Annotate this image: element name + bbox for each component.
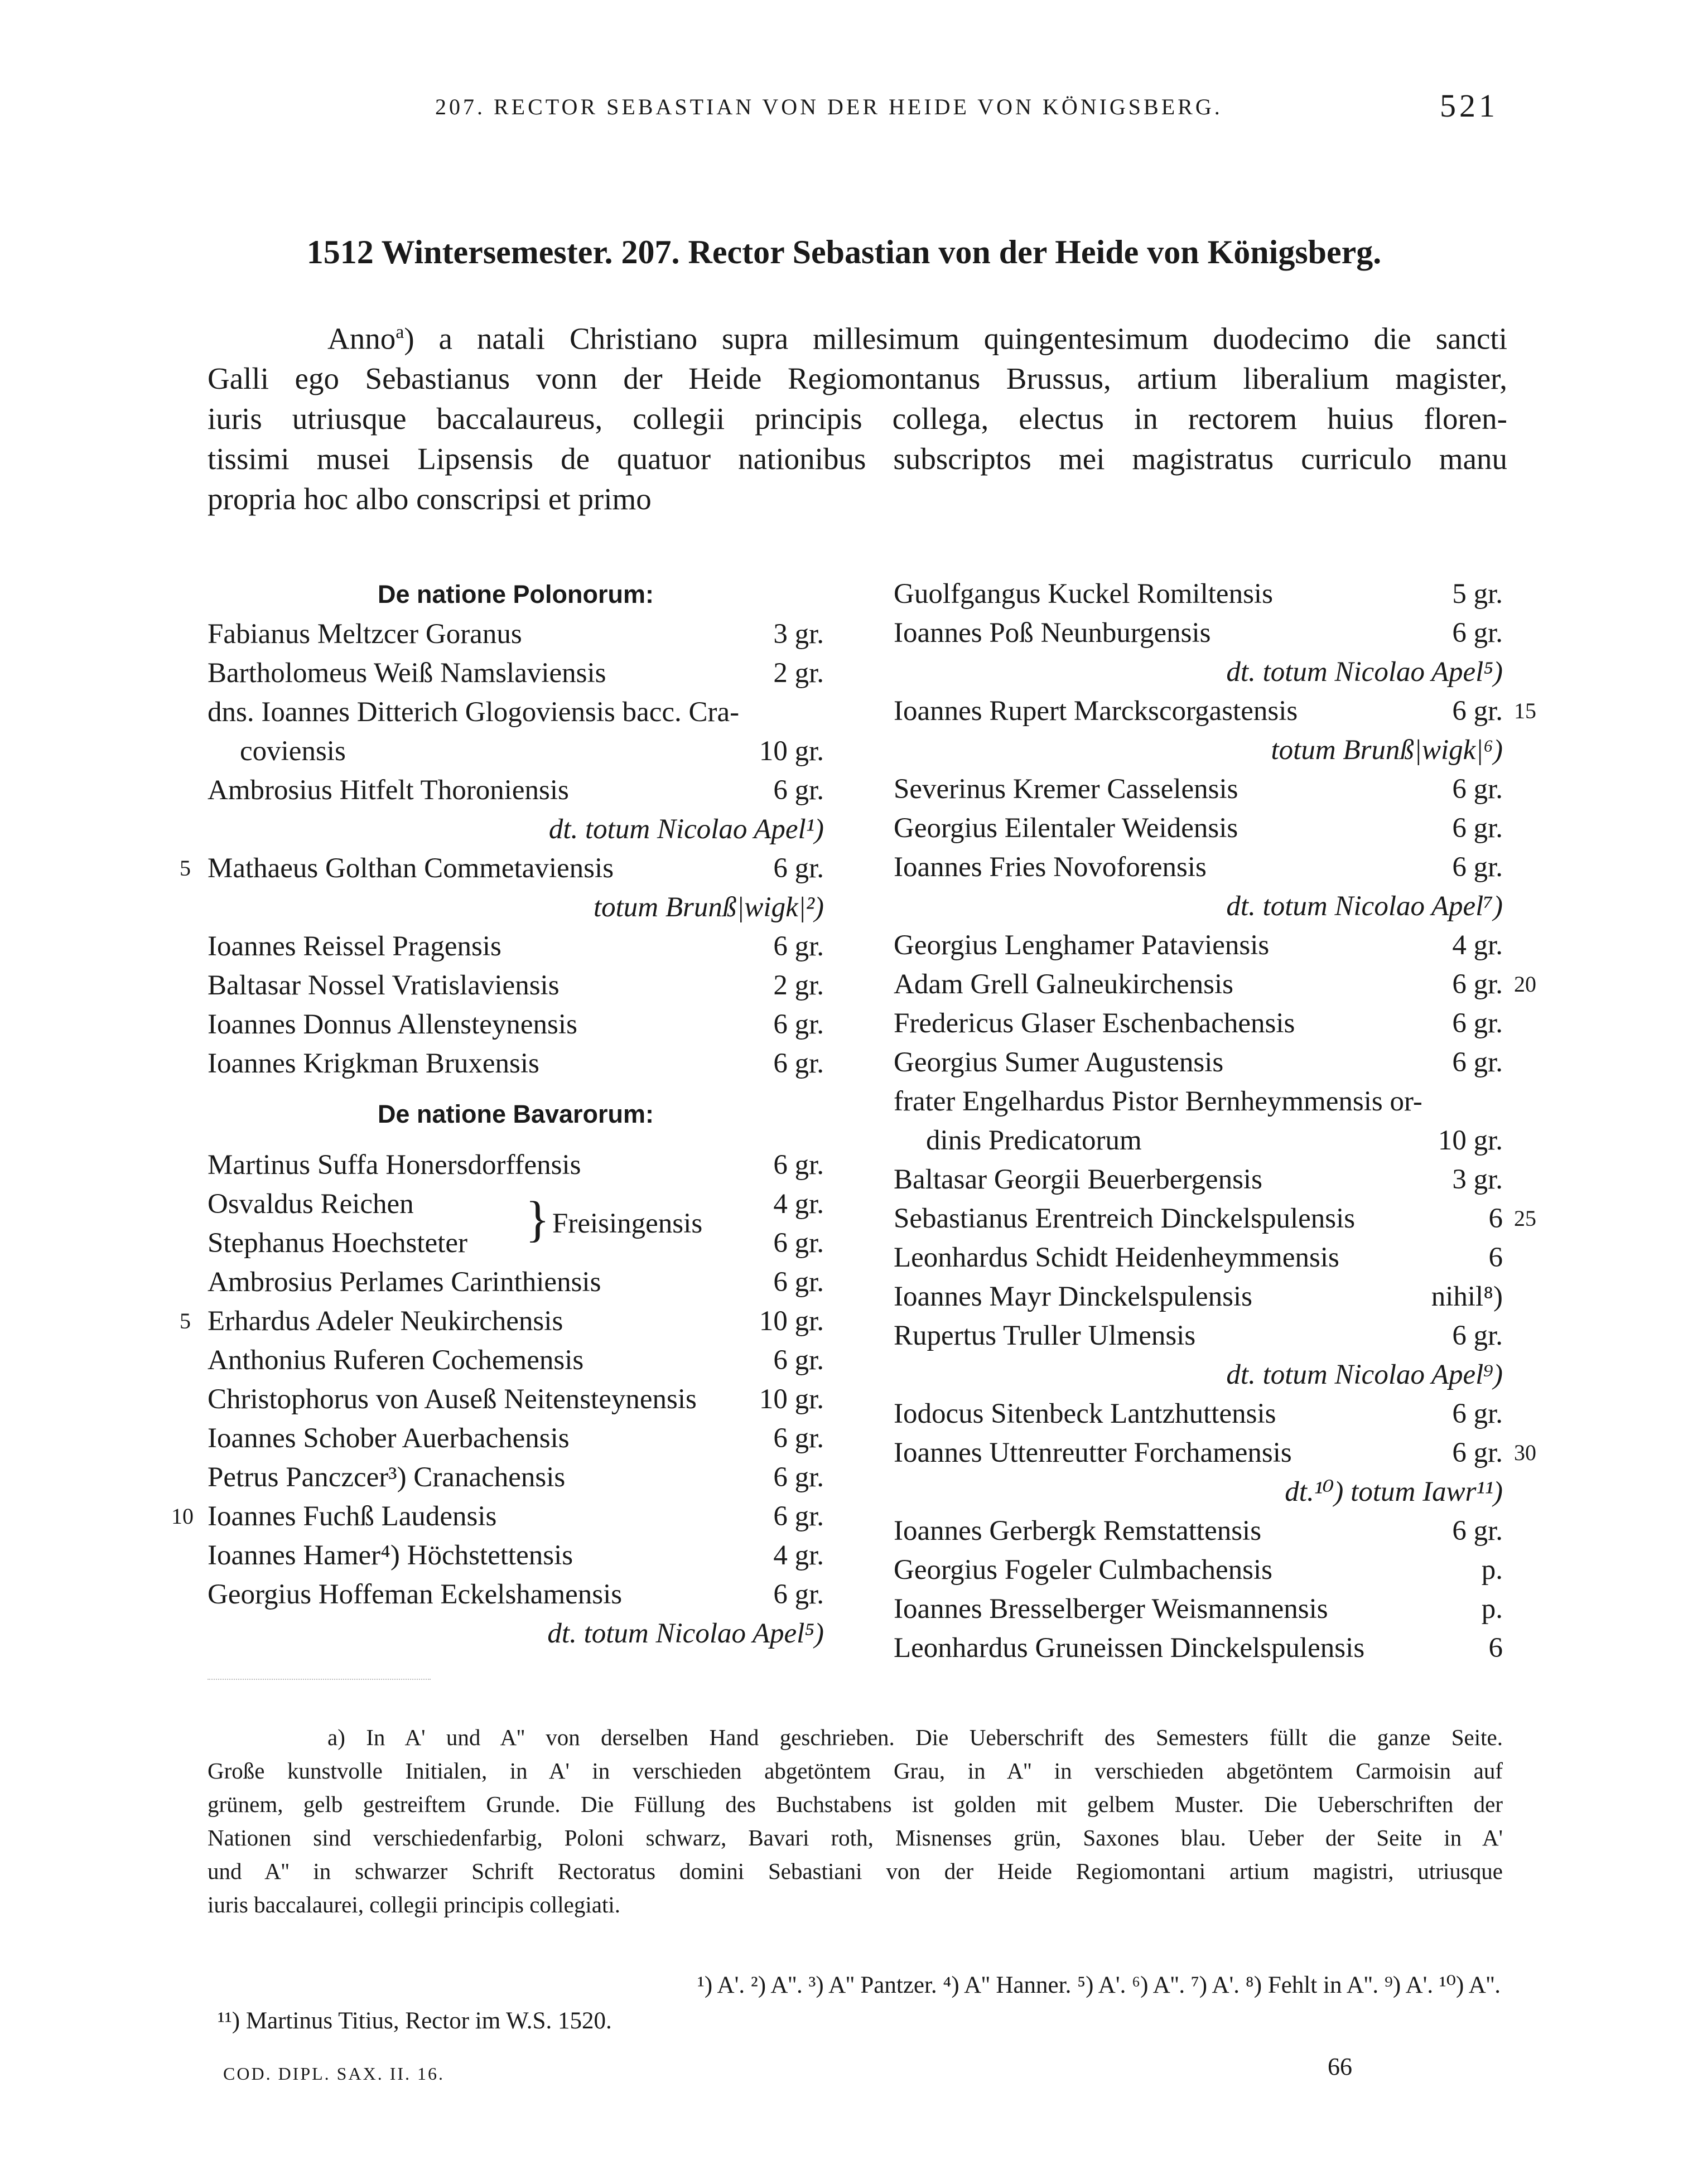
entry-fee: 3 gr. <box>773 619 824 650</box>
note-text: dt. totum Nicolao Apel⁹) <box>1226 1359 1503 1390</box>
list-item <box>894 613 1503 653</box>
page-footer <box>218 2052 1501 2086</box>
entry-fee: 6 gr. <box>773 1501 824 1532</box>
payment-note <box>208 888 824 927</box>
entry-name: Ioannes Fries Novoforensis <box>894 852 1207 883</box>
entry-fee: 6 gr. <box>1452 1437 1503 1468</box>
entry-name: Osvaldus Reichen <box>208 1188 414 1220</box>
entry-fee: 6 gr. <box>773 1267 824 1298</box>
list-item <box>894 692 1536 731</box>
entry-fee: 4 gr. <box>773 1188 824 1220</box>
list-item <box>894 1199 1536 1238</box>
entry-name: Mathaeus Golthan Commetaviensis <box>208 853 614 884</box>
entry-name: Ioannes Gerbergk Remstattensis <box>894 1515 1262 1547</box>
entry-name: Ioannes Krigkman Bruxensis <box>208 1048 539 1079</box>
entry-fee: 2 gr. <box>773 970 824 1001</box>
entry-fee: p. <box>1481 1554 1503 1586</box>
footnote-line: Nationen sind verschiedenfarbig, Poloni schwarz, Bavari roth, Misnenses grün, Saxones blau. Ueber der Seite in A' <box>208 1825 1503 1850</box>
list-item <box>208 654 824 693</box>
entry-name: Ambrosius Perlames Carinthiensis <box>208 1267 601 1298</box>
payment-note <box>208 810 824 849</box>
nation-title-polonorum: De natione Polonorum: <box>378 580 654 608</box>
entry-fee: 6 gr. <box>773 775 824 806</box>
payment-note <box>894 887 1503 926</box>
list-item <box>208 1341 824 1380</box>
entry-fee: 6 gr. <box>773 1228 824 1259</box>
note-text: dt. totum Nicolao Apel⁵) <box>1226 656 1503 688</box>
entry-name: Ioannes Schober Auerbachensis <box>208 1423 570 1454</box>
entry-name: Ioannes Reissel Pragensis <box>208 931 501 962</box>
entry-fee: p. <box>1481 1593 1503 1625</box>
note-text: dt. totum Nicolao Apel⁵) <box>547 1618 824 1649</box>
entry-name: Christophorus von Auseß Neitensteynensis <box>208 1384 697 1415</box>
entry-fee: 4 gr. <box>773 1540 824 1571</box>
entry-name: Severinus Kremer Casselensis <box>894 774 1238 805</box>
payment-note <box>894 653 1503 692</box>
line-number: 5 <box>180 856 191 881</box>
list-item <box>894 1082 1503 1121</box>
list-item <box>894 1043 1503 1082</box>
list-item <box>894 848 1503 887</box>
entry-name: Rupertus Truller Ulmensis <box>894 1320 1196 1351</box>
note-text: dt. totum Nicolao Apel¹) <box>548 814 824 845</box>
list-item <box>208 1263 824 1302</box>
entry-fee: 10 gr. <box>1438 1125 1503 1156</box>
entry-name: Ioannes Donnus Allensteynensis <box>208 1009 577 1040</box>
entry-fee: 6 gr. <box>773 1009 824 1040</box>
entry-fee: 6 gr. <box>1452 1398 1503 1429</box>
list-item <box>894 1511 1503 1550</box>
entry-name: Georgius Hoffeman Eckelshamensis <box>208 1579 623 1610</box>
list-item <box>208 1419 824 1458</box>
list-item <box>894 770 1503 809</box>
footnote-line: grünem, gelb gestreiftem Grunde. Die Füllung des Buchstabens ist golden mit gelbem Muster. Die Ueberschriften der <box>208 1791 1503 1817</box>
entry-name: Baltasar Nossel Vratislaviensis <box>208 970 560 1001</box>
list-item <box>894 1589 1503 1629</box>
footnote-line: iuris baccalaurei, collegii principis collegiati. <box>208 1892 621 1917</box>
entry-fee: 6 gr. <box>773 1579 824 1610</box>
entry-name: Georgius Sumer Augustensis <box>894 1047 1224 1078</box>
codex-reference: COD. DIPL. SAX. II. 16. <box>223 2064 445 2084</box>
entry-name: Anthonius Ruferen Cochemensis <box>208 1345 584 1376</box>
entry-name: Georgius Lenghamer Pataviensis <box>894 930 1270 961</box>
notes-line: ¹) A'. ²) A''. ³) A'' Pantzer. ⁴) A'' Hanner. ⁵) A'. ⁶) A''. ⁷) A'. ⁸) Fehlt in A''. ⁹) A'. ¹⁰) A''. <box>697 1972 1501 1998</box>
list-item <box>208 1575 824 1614</box>
list-item <box>894 926 1503 965</box>
entry-fee: 6 <box>1488 1632 1503 1664</box>
entry-name: Leonhardus Gruneissen Dinckelspulensis <box>894 1632 1365 1664</box>
entry-name: frater Engelhardus Pistor Bernheymmensis or- <box>894 1086 1422 1117</box>
list-item <box>208 1536 824 1575</box>
separator-rule <box>208 1679 431 1680</box>
line-number: 10 <box>171 1504 194 1529</box>
right-column <box>894 574 1536 1668</box>
list-item <box>208 615 824 654</box>
brace-group <box>208 1185 824 1263</box>
page-number: 521 <box>1440 88 1498 124</box>
entry-name: Ambrosius Hitfelt Thoroniensis <box>208 775 569 806</box>
entry-name: Ioannes Rupert Marckscorgastensis <box>894 695 1298 727</box>
list-item <box>894 1121 1503 1160</box>
entry-fee: 6 gr. <box>1452 813 1503 844</box>
footnote-marker: a <box>396 322 404 342</box>
list-item <box>208 1380 824 1419</box>
note-text: totum Brunß|wigk|²) <box>593 892 824 923</box>
entry-name: Fabianus Meltzcer Goranus <box>208 619 522 650</box>
list-item <box>180 849 824 888</box>
entry-fee: 6 gr. <box>1452 969 1503 1000</box>
entry-fee: 6 <box>1488 1242 1503 1273</box>
entry-name: Baltasar Georgii Beuerbergensis <box>894 1164 1262 1195</box>
entry-name: Guolfgangus Kuckel Romiltensis <box>894 578 1273 610</box>
entry-fee: 6 gr. <box>773 1462 824 1493</box>
entry-fee: 10 gr. <box>759 1306 824 1337</box>
list-item <box>208 1458 824 1497</box>
entry-fee: 6 gr. <box>1452 852 1503 883</box>
payment-note <box>208 1614 824 1653</box>
entry-name: Ioannes Bresselberger Weismannensis <box>894 1593 1328 1625</box>
entry-fee: 10 gr. <box>759 1384 824 1415</box>
entry-name: Georgius Eilentaler Weidensis <box>894 813 1238 844</box>
entry-name: Adam Grell Galneukirchensis <box>894 969 1233 1000</box>
brace-label: Freisingensis <box>552 1208 703 1239</box>
list-item <box>894 965 1536 1004</box>
left-column <box>171 574 824 1653</box>
entry-fee: 5 gr. <box>1452 578 1503 610</box>
entry-fee: 6 gr. <box>1452 1515 1503 1547</box>
list-item <box>208 771 824 810</box>
footnote-line: und A'' in schwarzer Schrift Rectoratus domini Sebastiani von der Heide Regiomontani artium magistri, utriusque <box>208 1858 1503 1884</box>
list-item <box>894 1004 1503 1043</box>
list-item <box>894 574 1503 613</box>
entry-fee: 6 gr. <box>773 853 824 884</box>
line-number: 15 <box>1514 698 1536 723</box>
entry-fee: 6 gr. <box>773 1048 824 1079</box>
list-item <box>180 1302 824 1341</box>
list-item <box>208 732 824 771</box>
entry-name: Ioannes Poß Neunburgensis <box>894 617 1211 649</box>
signature-mark: 66 <box>1328 2053 1352 2080</box>
entry-name: Martinus Suffa Honersdorffensis <box>208 1149 581 1181</box>
intro-line: Anno$^a$) a natali Christiano supra millesimum quingentesimum duodecimo die sancti <box>327 321 1507 356</box>
entry-fee: 6 gr. <box>1452 617 1503 649</box>
entry-fee: 6 gr. <box>1452 695 1503 727</box>
payment-note <box>894 1472 1503 1511</box>
brace-icon: } <box>525 1192 550 1247</box>
note-text: dt. totum Nicolao Apel⁷) <box>1226 891 1503 922</box>
list-item <box>208 966 824 1005</box>
list-item <box>894 1394 1503 1433</box>
intro-line: Galli ego Sebastianus vonn der Heide Regiomontanus Brussus, artium liberalium magister, <box>208 361 1507 396</box>
entry-name: Leonhardus Schidt Heidenheymmensis <box>894 1242 1339 1273</box>
footnote-line: Große kunstvolle Initialen, in A' in verschieden abgetöntem Grau, in A'' in verschieden abgetöntem Carmoisin auf <box>208 1758 1503 1784</box>
note-text: totum Brunß|wigk|⁶) <box>1271 735 1503 766</box>
intro-line: iuris utriusque baccalaureus, collegii principis collega, electus in rectorem huius floren- <box>208 402 1507 436</box>
entry-fee: 6 gr. <box>1452 1008 1503 1039</box>
nation-title-bavarorum: De natione Bavarorum: <box>377 1100 654 1128</box>
entry-name: Sebastianus Erentreich Dinckelspulensis <box>894 1203 1356 1234</box>
list-item <box>208 1005 824 1044</box>
note-text: dt.¹⁰) totum Iawr¹¹) <box>1285 1476 1503 1507</box>
list-item <box>208 1146 824 1185</box>
entry-name: Ioannes Mayr Dinckelspulensis <box>894 1281 1253 1312</box>
list-item <box>171 1497 824 1536</box>
entry-name: coviensis <box>240 736 346 767</box>
numbered-notes <box>218 1968 1501 2039</box>
entry-name: Stephanus Hoechsteter <box>208 1228 467 1259</box>
entry-fee: 3 gr. <box>1452 1164 1503 1195</box>
entry-fee: 10 gr. <box>759 736 824 767</box>
list-item <box>894 1277 1503 1316</box>
entry-fee: 6 gr. <box>773 1149 824 1181</box>
running-head <box>0 88 1688 138</box>
entry-name: Erhardus Adeler Neukirchensis <box>208 1306 563 1337</box>
intro-line: propria hoc albo conscripsi et primo <box>208 482 652 516</box>
entry-fee: 6 gr. <box>1452 1320 1503 1351</box>
line-number: 5 <box>180 1308 191 1333</box>
list-item <box>894 1629 1503 1668</box>
entry-name: Petrus Panczcer³) Cranachensis <box>208 1462 566 1493</box>
list-item <box>208 927 824 966</box>
intro-paragraph <box>208 312 1507 519</box>
entry-name: Ioannes Hamer⁴) Höchstettensis <box>208 1540 573 1571</box>
list-item <box>208 693 824 732</box>
list-item <box>894 1433 1536 1472</box>
entry-fee: 2 gr. <box>773 658 824 689</box>
running-head-title: 207. RECTOR SEBASTIAN VON DER HEIDE VON KÖNIGSBERG. <box>435 94 1223 119</box>
entry-name: dns. Ioannes Ditterich Glogoviensis bacc. Cra- <box>208 697 740 728</box>
entry-fee: 6 gr. <box>773 1345 824 1376</box>
entry-name: Fredericus Glaser Eschenbachensis <box>894 1008 1295 1039</box>
entry-fee: 4 gr. <box>1452 930 1503 961</box>
line-number: 20 <box>1514 972 1536 997</box>
list-item <box>894 1238 1503 1277</box>
entry-fee: 6 gr. <box>1452 774 1503 805</box>
entry-fee: 6 gr. <box>773 931 824 962</box>
entry-name: Georgius Fogeler Culmbachensis <box>894 1554 1272 1586</box>
list-item <box>208 1224 824 1263</box>
entry-name: Ioannes Uttenreutter Forchamensis <box>894 1437 1292 1468</box>
entry-name: Bartholomeus Weiß Namslaviensis <box>208 658 606 689</box>
line-number: 25 <box>1514 1206 1536 1231</box>
intro-line: tissimi musei Lipsensis de quatuor nationibus subscriptos mei magistratus curriculo manu <box>208 442 1507 476</box>
list-item <box>894 1316 1503 1355</box>
list-item <box>208 1044 824 1083</box>
list-item <box>208 1185 824 1224</box>
notes-line: ¹¹) Martinus Titius, Rector im W.S. 1520. <box>218 2008 612 2034</box>
entry-name: dinis Predicatorum <box>926 1125 1142 1156</box>
list-item <box>894 809 1503 848</box>
entry-fee: nihil⁸) <box>1431 1281 1503 1312</box>
entry-fee: 6 gr. <box>773 1423 824 1454</box>
section-heading: 1512 Wintersemester. 207. Rector Sebastian von der Heide von Königsberg. <box>306 234 1382 270</box>
footnote-line: a) In A' und A'' von derselben Hand geschrieben. Die Ueberschrift des Semesters füllt die ganze Seite. <box>327 1724 1503 1750</box>
entry-fee: 6 <box>1488 1203 1503 1234</box>
payment-note <box>894 1355 1503 1394</box>
payment-note <box>894 731 1503 770</box>
footnote-a <box>208 1721 1503 1921</box>
line-number: 30 <box>1514 1440 1536 1465</box>
entry-name: Iodocus Sitenbeck Lantzhuttensis <box>894 1398 1276 1429</box>
list-item <box>894 1550 1503 1589</box>
list-item <box>894 1160 1503 1199</box>
entry-fee: 6 gr. <box>1452 1047 1503 1078</box>
entry-name: Ioannes Fuchß Laudensis <box>208 1501 497 1532</box>
